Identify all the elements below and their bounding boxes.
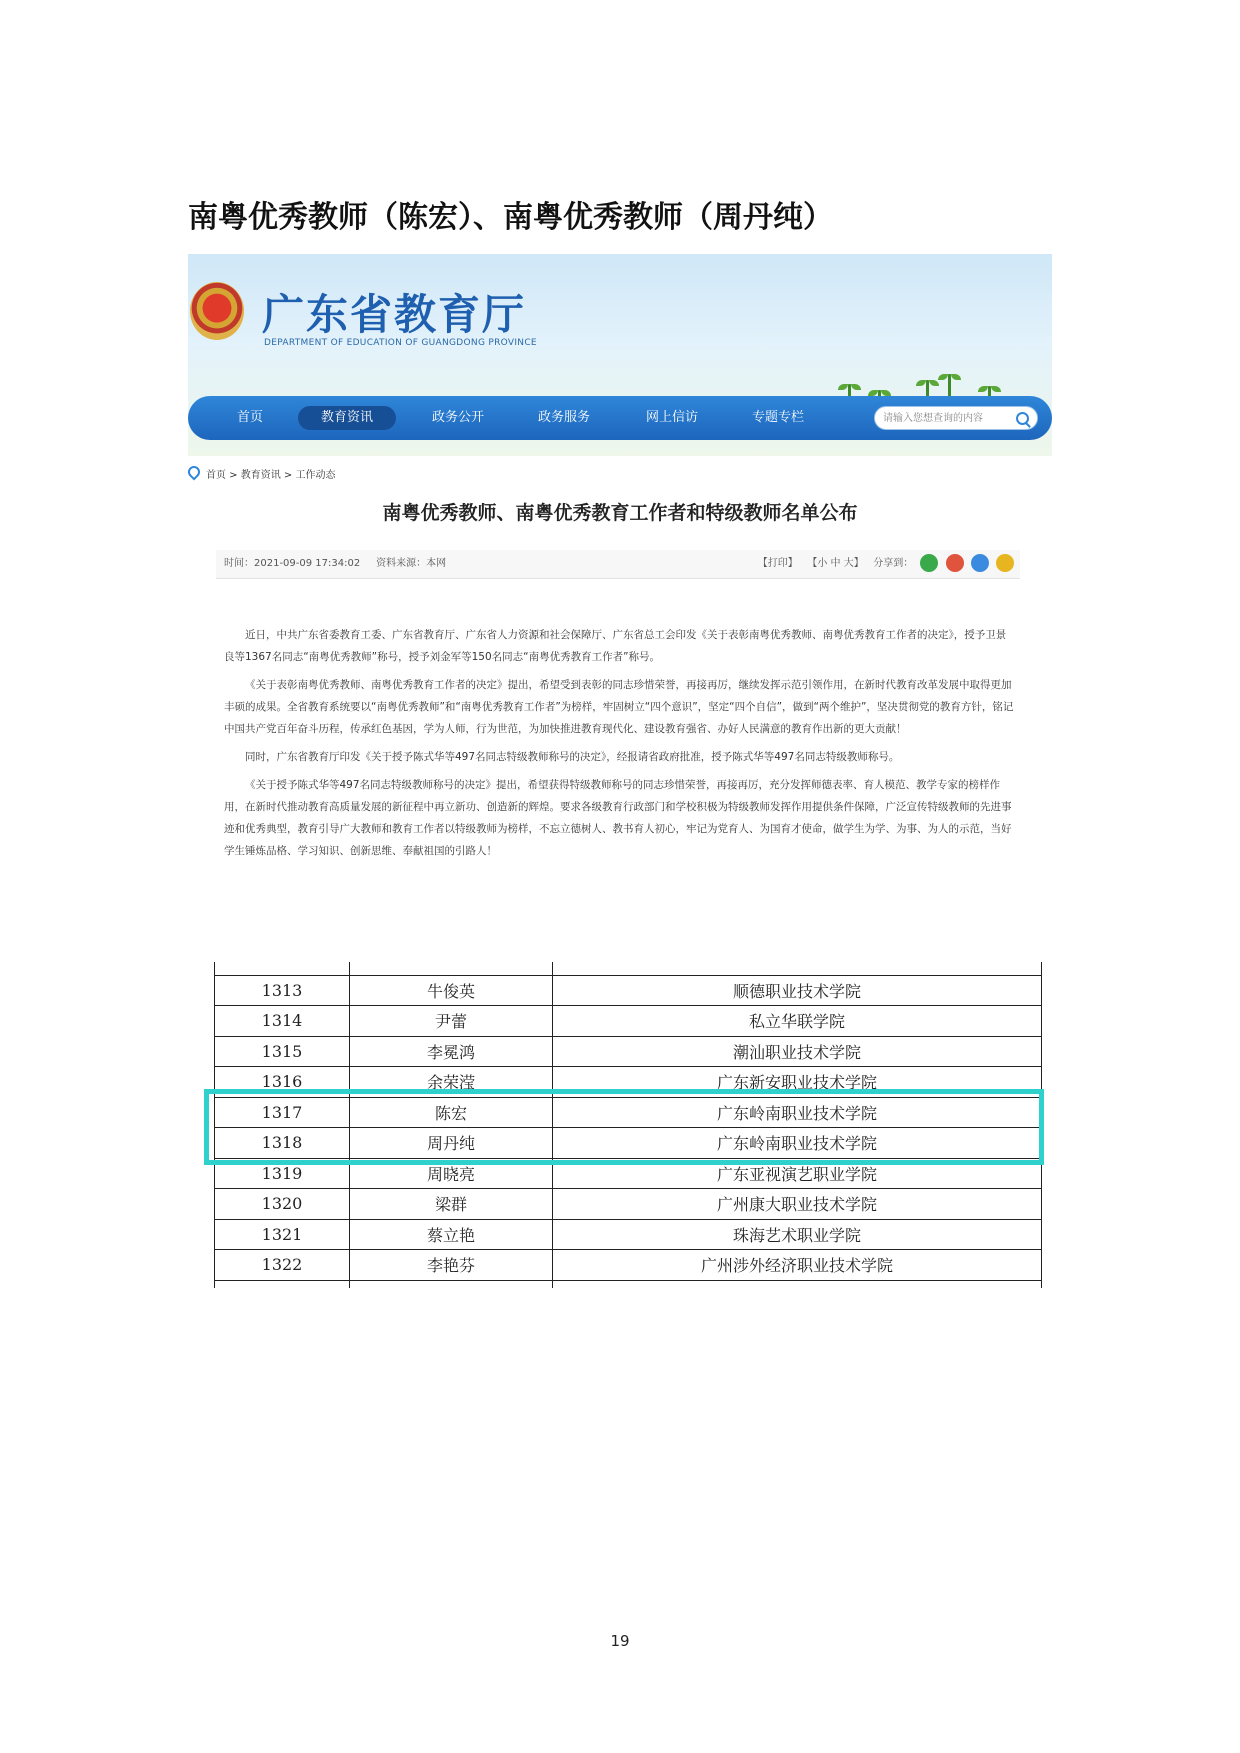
row-number: 1320	[215, 1189, 350, 1220]
school-name: 广东岭南职业技术学院	[553, 1097, 1042, 1128]
page-number: 19	[610, 1632, 630, 1650]
teacher-name: 蔡立艳	[350, 1219, 553, 1250]
favorite-share-icon[interactable]	[996, 554, 1014, 572]
table-row	[215, 1036, 1042, 1067]
main-nav	[188, 396, 1052, 440]
nav-government-affairs[interactable]: 政务公开	[431, 410, 484, 425]
row-number: 1314	[215, 1006, 350, 1037]
article-paragraph: 《关于授予陈式华等497名同志特级教师称号的决定》提出，希望获得特级教师称号的同志珍惜荣誉，再接再厉，充分发挥师德表率、育人模范、教学专家的榜样作用，在新时代推动教育高质量发展的新征程中再立新功、创造新的辉煌。要求各级教育行政部门和学校积极为特级教师发挥作用提供条件保障，广泛宣传特级教师的先进事迹和优秀典型，教育引导广大教师和教育工作者以特级教师为榜样，不忘立德树人、教书育人初心，牢记为党育人、为国育才使命，做学生为学、为事、为人的示范，当好学生锤炼品格、学习知识、创新思维、奉献祖国的引路人！	[224, 779, 1012, 857]
source: 资料来源：本网	[376, 558, 447, 569]
row-number: 1322	[215, 1250, 350, 1281]
site-banner	[188, 254, 1052, 456]
site-title: 广东省教育厅	[262, 290, 527, 339]
website-screenshot	[188, 254, 1052, 896]
article-paragraph: 同时，广东省教育厅印发《关于授予陈式华等497名同志特级教师称号的决定》，经报请省政府批准，授予陈式华等497名同志特级教师称号。	[245, 751, 900, 763]
nav-home[interactable]: 首页	[236, 410, 263, 425]
site-subtitle: DEPARTMENT OF EDUCATION OF GUANGDONG PROVINCE	[264, 338, 537, 348]
article-paragraph: 《关于表彰南粤优秀教师、南粤优秀教育工作者的决定》提出，希望受到表彰的同志珍惜荣誉，再接再厉，继续发挥示范引领作用，在新时代教育改革发展中取得更加丰硕的成果。全省教育系统要以“南粤优秀教师”和“南粤优秀教育工作者”为榜样，牢固树立“四个意识”，坚定“四个自信”，做到“两个维护”，坚决贯彻党的教育方针，铭记中国共产党百年奋斗历程，传承红色基因，学为人师，行为世范，为加快推进教育现代化、建设教育强省、办好人民满意的教育作出新的更大贡献！	[224, 679, 1014, 735]
table-row	[215, 1219, 1042, 1250]
teacher-name: 周丹纯	[350, 1128, 553, 1159]
teacher-name: 梁群	[350, 1189, 553, 1220]
document-heading: 南粤优秀教师（陈宏）、南粤优秀教师（周丹纯）	[188, 200, 833, 235]
school-name: 广州康大职业技术学院	[553, 1189, 1042, 1220]
breadcrumb-text[interactable]: 首页 > 教育资讯 > 工作动态	[206, 470, 336, 481]
weibo-share-icon[interactable]	[946, 554, 964, 572]
wechat-share-icon[interactable]	[920, 554, 938, 572]
qq-share-icon[interactable]	[971, 554, 989, 572]
highlight-box	[204, 1089, 1044, 1165]
school-name: 广东亚视演艺职业学院	[553, 1158, 1042, 1189]
row-number: 1321	[215, 1219, 350, 1250]
table-row	[215, 1250, 1042, 1281]
search-placeholder: 请输入您想查询的内容	[883, 413, 983, 424]
table-row	[215, 1006, 1042, 1037]
school-name: 顺德职业技术学院	[553, 975, 1042, 1006]
table-row	[215, 1189, 1042, 1220]
row-number: 1313	[215, 975, 350, 1006]
teacher-name: 李冕鸿	[350, 1036, 553, 1067]
table-row	[215, 962, 1042, 975]
row-number: 1317	[215, 1097, 350, 1128]
national-emblem-icon	[190, 282, 244, 340]
table-row	[215, 1280, 1042, 1288]
share-label: 分享到：	[873, 558, 914, 569]
school-name: 广东岭南职业技术学院	[553, 1128, 1042, 1159]
teacher-name: 陈宏	[350, 1097, 553, 1128]
teacher-name: 尹蕾	[350, 1006, 553, 1037]
row-number: 1319	[215, 1158, 350, 1189]
teacher-name: 牛俊英	[350, 975, 553, 1006]
print-link[interactable]: 【打印】	[757, 558, 798, 569]
row-number: 1318	[215, 1128, 350, 1159]
font-size-switch[interactable]: 【小 中 大】	[807, 558, 864, 569]
breadcrumb	[188, 466, 335, 481]
school-name: 潮汕职业技术学院	[553, 1036, 1042, 1067]
teacher-name: 李艳芬	[350, 1250, 553, 1281]
publish-time: 时间：2021-09-09 17:34:02	[224, 558, 361, 569]
table-row	[215, 975, 1042, 1006]
article-body	[224, 624, 1016, 868]
location-pin-icon	[188, 464, 202, 481]
article-title: 南粤优秀教师、南粤优秀教育工作者和特级教师名单公布	[382, 502, 858, 524]
teacher-name: 周晓亮	[350, 1158, 553, 1189]
article-meta	[216, 550, 1020, 579]
school-name: 珠海艺术职业学院	[553, 1219, 1042, 1250]
row-number: 1315	[215, 1036, 350, 1067]
school-name: 私立华联学院	[553, 1006, 1042, 1037]
nav-online-petition[interactable]: 网上信访	[645, 410, 698, 425]
nav-special-topics[interactable]: 专题专栏	[751, 410, 804, 425]
article-paragraph: 近日，中共广东省委教育工委、广东省教育厅、广东省人力资源和社会保障厅、广东省总工会印发《关于表彰南粤优秀教师、南粤优秀教育工作者的决定》，授予卫景良等1367名同志“南粤优秀教师”称号，授予刘金军等150名同志“南粤优秀教育工作者”称号。	[224, 629, 1007, 663]
school-name: 广州涉外经济职业技术学院	[553, 1250, 1042, 1281]
nav-government-services[interactable]: 政务服务	[537, 410, 590, 425]
row-number: 1316	[215, 1067, 350, 1098]
search-icon[interactable]	[1016, 412, 1029, 425]
teacher-name: 余荣滢	[350, 1067, 553, 1098]
search-input[interactable]	[874, 406, 1038, 430]
nav-education-news[interactable]: 教育资讯	[298, 406, 396, 430]
school-name: 广东新安职业技术学院	[553, 1067, 1042, 1098]
